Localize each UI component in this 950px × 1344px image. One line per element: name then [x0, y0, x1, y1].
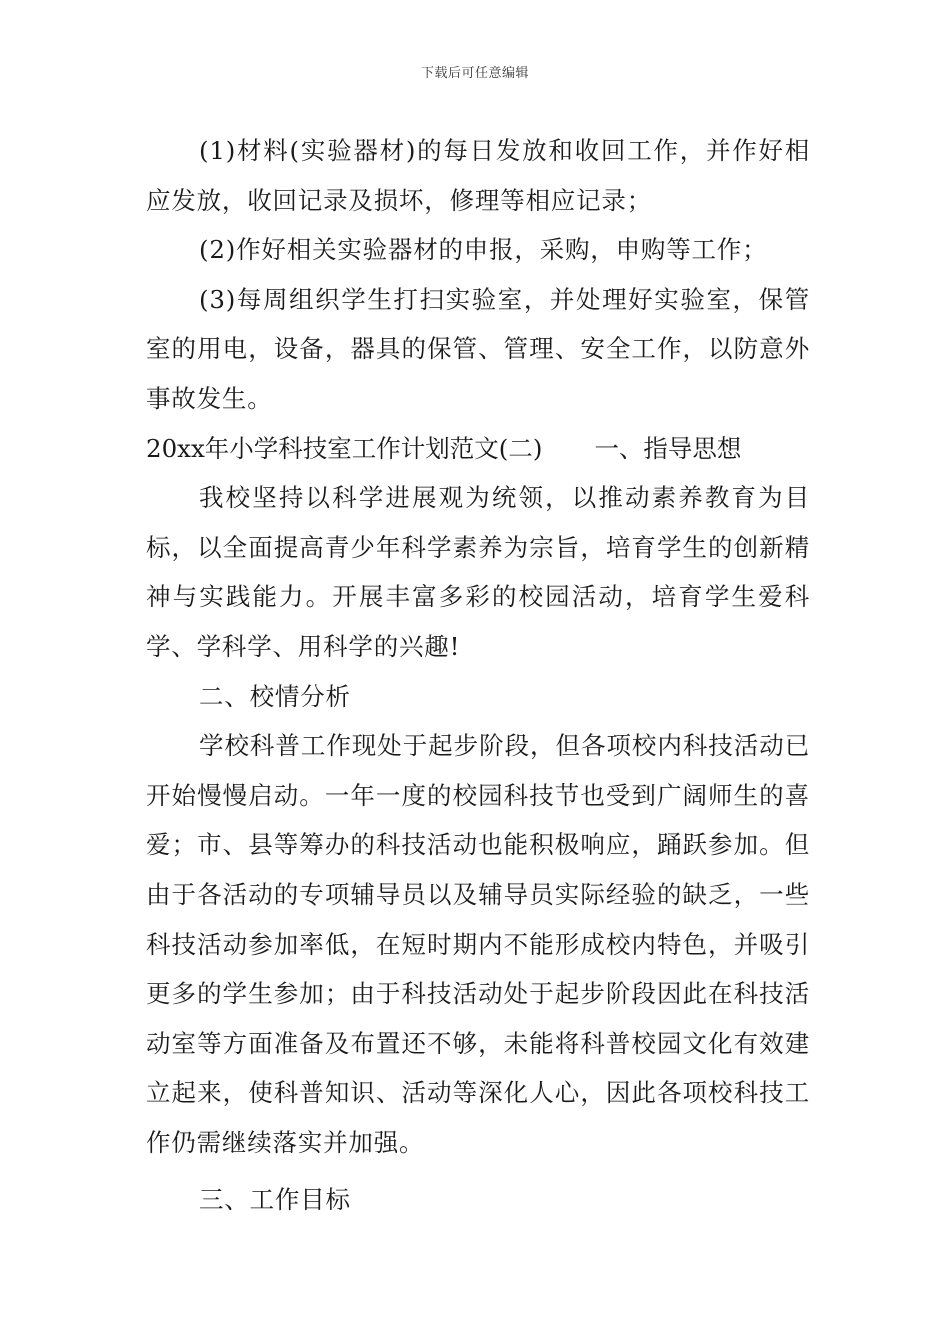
list-item-3: (3)每周组织学生打扫实验室，并处理好实验室，保管室的用电，设备，器具的保管、管理、安全工作，以防意外事故发生。: [146, 284, 810, 413]
list-item-1: (1)材料(实验器材)的每日发放和收回工作，并作好相应发放，收回记录及损坏，修理等相应记录；: [146, 136, 810, 215]
page-header-note: 下载后可任意编辑: [420, 66, 529, 81]
section-3-heading: 三、工作目标: [199, 1185, 351, 1215]
section-1-paragraph: 我校坚持以科学进展观为统领，以推动素养教育为目标，以全面提高青少年科学素养为宗旨，培育学生的创新精神与实践能力。开展丰富多彩的校园活动，培育学生爱科学、学科学、用科学的兴趣!: [146, 483, 810, 661]
document-title: 20xx年小学科技室工作计划范文(二): [146, 433, 543, 463]
document-title-line: [146, 424, 810, 474]
list-item-2: (2)作好相关实验器材的申报，采购，申购等工作；: [199, 235, 768, 265]
document-body: [146, 126, 810, 1225]
section-2-paragraph: 学校科普工作现处于起步阶段，但各项校内科技活动已开始慢慢启动。一年一度的校园科技节也受到广阔师生的喜爱；市、县等筹办的科技活动也能积极响应，踊跃参加。但由于各活动的专项辅导员以及辅导员实际经验的缺乏，一些科技活动参加率低，在短时期内不能形成校内特色，并吸引更多的学生参加；由于科技活动处于起步阶段因此在科技活动室等方面准备及布置还不够，未能将科普校园文化有效建立起来，使科普知识、活动等深化人心，因此各项校科技工作仍需继续落实并加强。: [146, 731, 810, 1157]
section-2-heading: 二、校情分析: [199, 681, 351, 711]
section-1-heading: 一、指导思想: [594, 433, 742, 463]
